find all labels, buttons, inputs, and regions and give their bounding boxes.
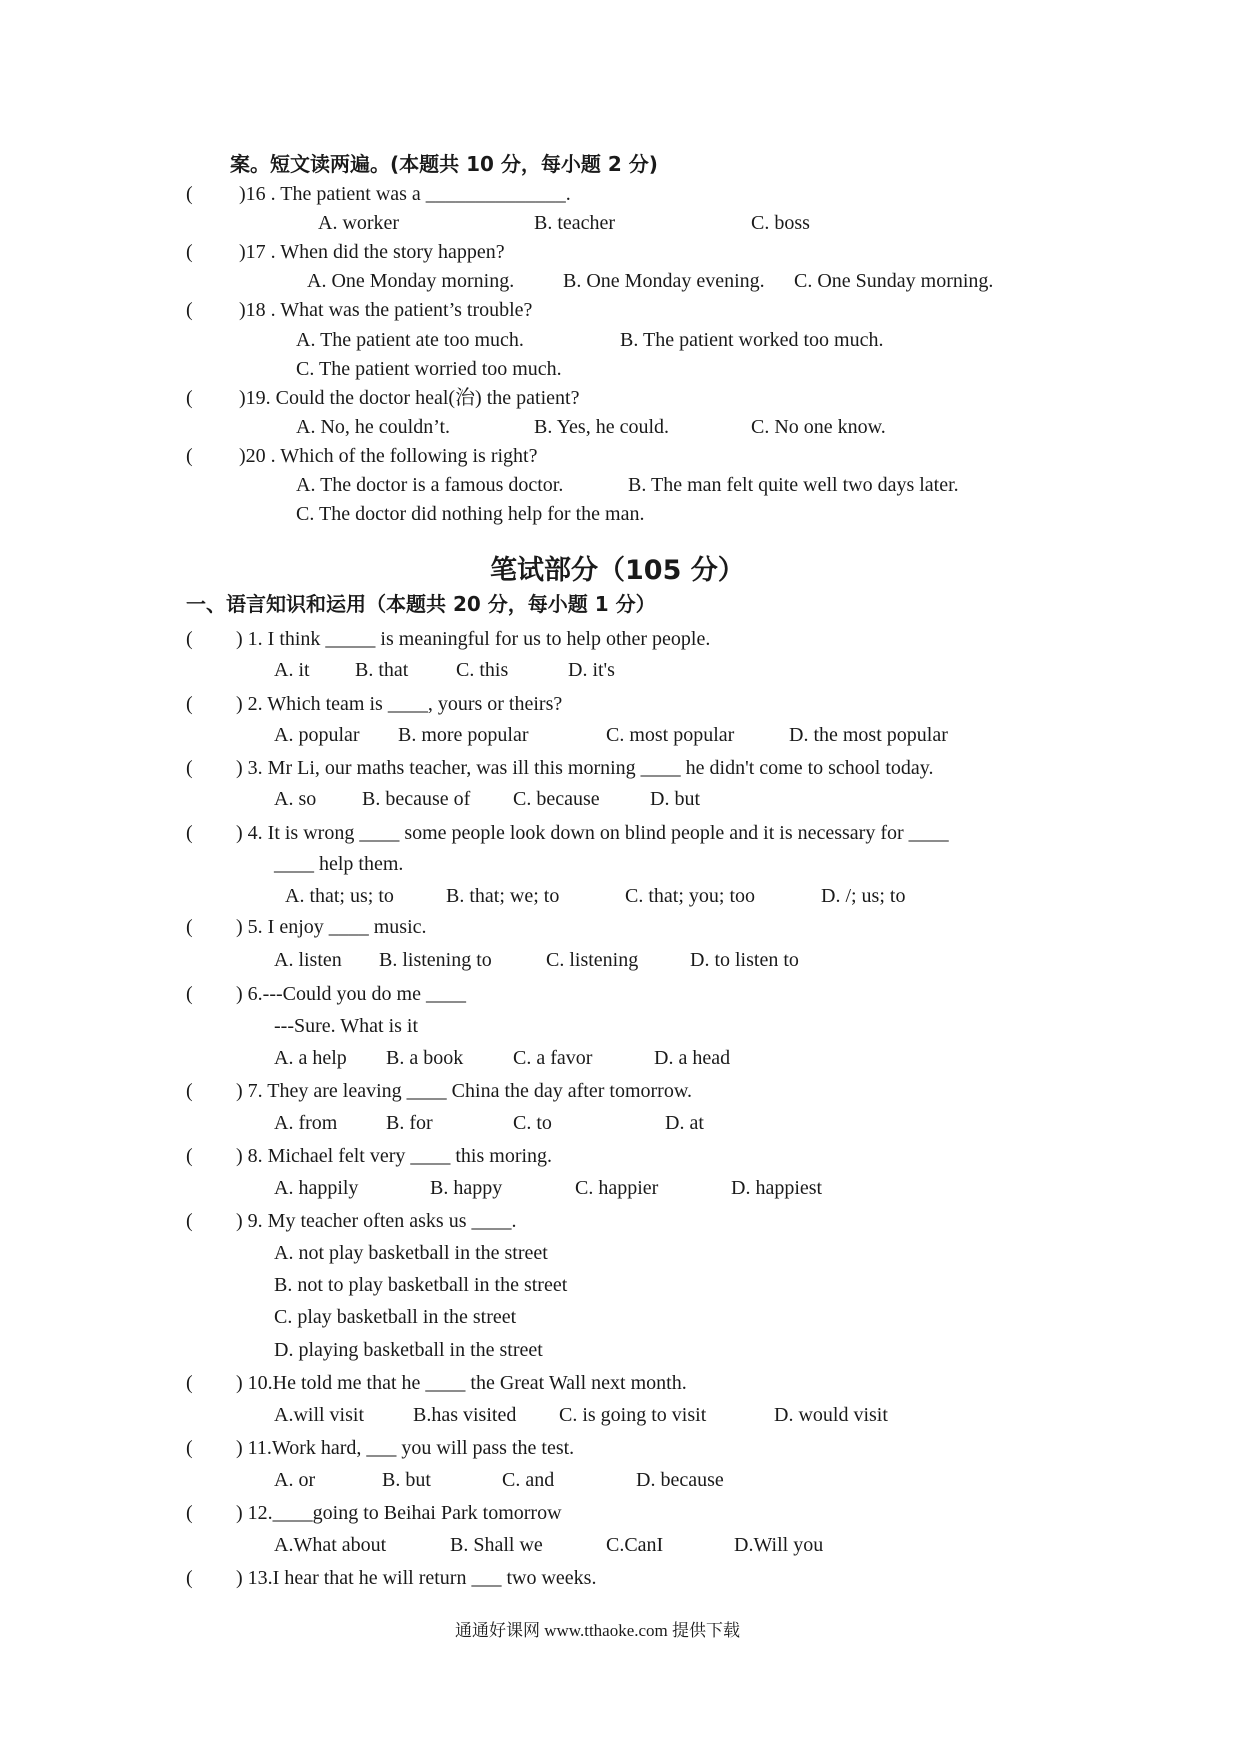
question-7-option-b: B. for	[386, 1112, 433, 1134]
question-19-option-a: A. No, he couldn’t.	[296, 416, 451, 438]
question-10-option-a: A.will visit	[274, 1404, 365, 1426]
question-1-option-c: C. this	[456, 659, 509, 681]
answer-paren: (	[186, 757, 193, 779]
question-3-option-a: A. so	[274, 788, 317, 810]
question-10-option-d: D. would visit	[774, 1404, 888, 1426]
answer-paren: (	[186, 1372, 193, 1394]
question-10-stem: ) 10.He told me that he ____ the Great Wall next month.	[236, 1372, 687, 1394]
answer-paren: (	[186, 183, 193, 205]
question-2-option-b: B. more popular	[398, 724, 529, 746]
question-3-option-c: C. because	[513, 788, 600, 810]
question-7-option-c: C. to	[513, 1112, 552, 1134]
question-2-option-c: C. most popular	[606, 724, 735, 746]
answer-paren: (	[186, 1145, 193, 1167]
question-17-option-a: A. One Monday morning.	[307, 270, 515, 292]
question-18-option-b: B. The patient worked too much.	[620, 329, 884, 351]
question-5-stem: ) 5. I enjoy ____ music.	[236, 916, 427, 938]
answer-paren: (	[186, 445, 193, 467]
question-8-option-b: B. happy	[430, 1177, 503, 1199]
question-16-stem: )16 . The patient was a ______________.	[239, 183, 571, 205]
question-19-option-b: B. Yes, he could.	[534, 416, 670, 438]
question-12-option-a: A.What about	[274, 1534, 387, 1556]
question-11-option-d: D. because	[636, 1469, 724, 1491]
question-5-option-d: D. to listen to	[690, 949, 799, 971]
question-11-option-b: B. but	[382, 1469, 431, 1491]
question-16-option-a: A. worker	[318, 212, 400, 234]
question-6-option-a: A. a help	[274, 1047, 347, 1069]
answer-paren: (	[186, 822, 193, 844]
question-7-option-d: D. at	[665, 1112, 704, 1134]
question-4-option-d: D. /; us; to	[821, 885, 906, 907]
question-4-option-b: B. that; we; to	[446, 885, 560, 907]
question-5-option-c: C. listening	[546, 949, 639, 971]
section-1-title: 一、语言知识和运用（本题共 20 分，每小题 1 分）	[186, 592, 656, 616]
question-7-stem: ) 7. They are leaving ____ China the day after tomorrow.	[236, 1080, 692, 1102]
question-17-option-b: B. One Monday evening.	[563, 270, 765, 292]
question-4-option-a: A. that; us; to	[285, 885, 394, 907]
question-10-option-b: B.has visited	[413, 1404, 517, 1426]
question-9-option-d: D. playing basketball in the street	[274, 1339, 543, 1361]
question-4-stem-continued: ____ help them.	[274, 853, 404, 875]
question-2-option-a: A. popular	[274, 724, 360, 746]
question-12-option-c: C.CanI	[606, 1534, 664, 1556]
question-6-option-b: B. a book	[386, 1047, 464, 1069]
answer-paren: (	[186, 299, 193, 321]
question-1-option-d: D. it's	[568, 659, 615, 681]
question-6-stem-continued: ---Sure. What is it	[274, 1015, 419, 1037]
question-1-stem: ) 1. I think _____ is meaningful for us to help other people.	[236, 628, 711, 650]
listening-instruction: 案。短文读两遍。(本题共 10 分，每小题 2 分)	[230, 152, 658, 176]
answer-paren: (	[186, 1502, 193, 1524]
question-19-option-c: C. No one know.	[751, 416, 886, 438]
question-11-option-c: C. and	[502, 1469, 555, 1491]
question-16-option-b: B. teacher	[534, 212, 616, 234]
question-11-option-a: A. or	[274, 1469, 316, 1491]
question-12-stem: ) 12.____going to Beihai Park tomorrow	[236, 1502, 562, 1524]
question-12-option-d: D.Will you	[734, 1534, 824, 1556]
answer-paren: (	[186, 1437, 193, 1459]
question-7-option-a: A. from	[274, 1112, 338, 1134]
answer-paren: (	[186, 387, 193, 409]
question-9-option-b: B. not to play basketball in the street	[274, 1274, 568, 1296]
question-6-option-c: C. a favor	[513, 1047, 593, 1069]
question-17-option-c: C. One Sunday morning.	[794, 270, 994, 292]
question-5-option-b: B. listening to	[379, 949, 492, 971]
question-2-stem: ) 2. Which team is ____, yours or theirs?	[236, 693, 563, 715]
question-9-stem: ) 9. My teacher often asks us ____.	[236, 1210, 517, 1232]
question-17-stem: )17 . When did the story happen?	[239, 241, 505, 263]
question-1-option-a: A. it	[274, 659, 310, 681]
answer-paren: (	[186, 241, 193, 263]
page-footer: 通通好课网 www.tthaoke.com 提供下载	[455, 1621, 741, 1640]
question-8-option-c: C. happier	[575, 1177, 659, 1199]
question-18-option-a: A. The patient ate too much.	[296, 329, 524, 351]
question-3-option-b: B. because of	[362, 788, 471, 810]
question-8-stem: ) 8. Michael felt very ____ this moring.	[236, 1145, 553, 1167]
question-19-stem: )19. Could the doctor heal(治) the patient?	[239, 387, 580, 409]
question-20-option-c: C. The doctor did nothing help for the man.	[296, 503, 645, 525]
question-12-option-b: B. Shall we	[450, 1534, 543, 1556]
question-3-option-d: D. but	[650, 788, 700, 810]
written-part-title: 笔试部分（105 分）	[490, 555, 745, 586]
question-2-option-d: D. the most popular	[789, 724, 948, 746]
answer-paren: (	[186, 983, 193, 1005]
answer-paren: (	[186, 1210, 193, 1232]
answer-paren: (	[186, 693, 193, 715]
question-8-option-d: D. happiest	[731, 1177, 823, 1199]
question-13-stem: ) 13.I hear that he will return ___ two weeks.	[236, 1567, 597, 1589]
question-4-stem: ) 4. It is wrong ____ some people look down on blind people and it is necessary for ____	[236, 822, 949, 844]
question-6-stem: ) 6.---Could you do me ____	[236, 983, 466, 1005]
question-4-option-c: C. that; you; too	[625, 885, 755, 907]
answer-paren: (	[186, 1567, 193, 1589]
question-16-option-c: C. boss	[751, 212, 810, 234]
question-10-option-c: C. is going to visit	[559, 1404, 707, 1426]
question-8-option-a: A. happily	[274, 1177, 359, 1199]
question-18-option-c: C. The patient worried too much.	[296, 358, 562, 380]
answer-paren: (	[186, 628, 193, 650]
question-6-option-d: D. a head	[654, 1047, 731, 1069]
question-18-stem: )18 . What was the patient’s trouble?	[239, 299, 533, 321]
answer-paren: (	[186, 1080, 193, 1102]
question-20-option-b: B. The man felt quite well two days later.	[628, 474, 959, 496]
question-3-stem: ) 3. Mr Li, our maths teacher, was ill this morning ____ he didn't come to school today.	[236, 757, 934, 779]
question-20-option-a: A. The doctor is a famous doctor.	[296, 474, 564, 496]
question-5-option-a: A. listen	[274, 949, 342, 971]
question-11-stem: ) 11.Work hard, ___ you will pass the test.	[236, 1437, 575, 1459]
question-1-option-b: B. that	[355, 659, 409, 681]
question-20-stem: )20 . Which of the following is right?	[239, 445, 538, 467]
question-9-option-a: A. not play basketball in the street	[274, 1242, 548, 1264]
answer-paren: (	[186, 916, 193, 938]
question-9-option-c: C. play basketball in the street	[274, 1306, 517, 1328]
